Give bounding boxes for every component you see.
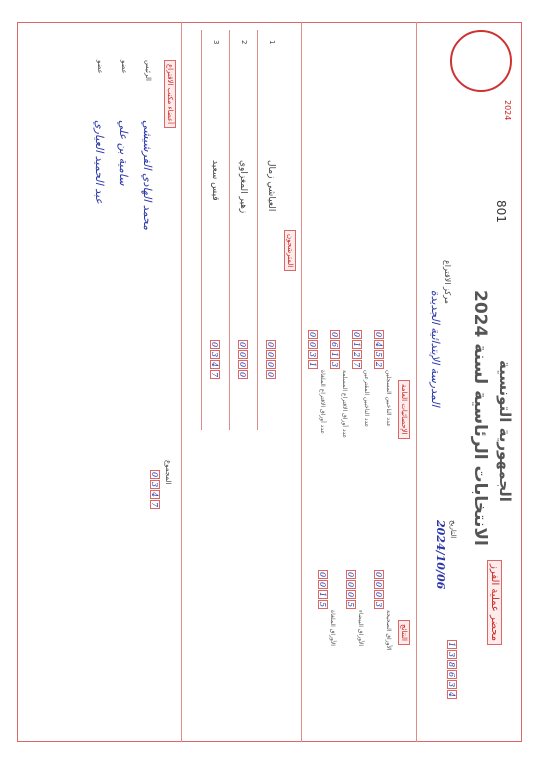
row-digit: 0	[352, 331, 361, 338]
row-digit: 0	[374, 591, 383, 598]
candidate-name: قيس سعيد	[210, 160, 220, 201]
candidate-name: زهير المغزاوي	[238, 160, 248, 214]
row-digit: 2	[374, 361, 383, 368]
row-digit: 7	[352, 361, 361, 368]
code-digit: 6	[447, 671, 456, 678]
row-digits	[330, 330, 340, 369]
row-digit: 0	[346, 581, 355, 588]
row-label: الأوراق البيضاء	[357, 610, 364, 647]
divider	[416, 22, 417, 742]
row-label: عدد الناخبين المقترعين	[363, 370, 370, 428]
row-digits	[346, 570, 356, 609]
row-digit: 3	[308, 351, 317, 358]
candidate-votes	[210, 340, 220, 379]
member-role: عضو	[120, 60, 128, 74]
row-digit: 1	[308, 361, 317, 368]
row-digit: 0	[374, 581, 383, 588]
members-heading: أعضاء مكتب الاقتراع	[164, 60, 176, 128]
divider	[229, 30, 230, 430]
row-digit: 0	[308, 331, 317, 338]
vote-digit: 7	[210, 371, 219, 378]
total-digit: 3	[150, 481, 159, 488]
top-code-boxes	[447, 640, 457, 699]
row-label: عدد الناخبين المسجلين	[385, 370, 392, 427]
vote-digit: 0	[210, 341, 219, 348]
vote-digit: 4	[210, 361, 219, 368]
code-digit: 3	[447, 651, 456, 658]
candidate-votes	[266, 340, 276, 379]
total-boxes	[150, 470, 160, 509]
vote-digit: 0	[238, 351, 247, 358]
section1-heading: الإحصائيات العامة	[398, 380, 410, 439]
code-digit: 3	[447, 681, 456, 688]
divider	[181, 22, 182, 742]
form-title: محضر عملية الفرز	[487, 560, 502, 645]
form-number: 801	[494, 200, 508, 223]
member-role: عضو	[96, 60, 104, 74]
total-digit: 4	[150, 491, 159, 498]
code-digit: 1	[447, 641, 456, 648]
total-digit: 0	[150, 471, 159, 478]
member-name: عبد الحميد العياري	[93, 120, 106, 204]
row-digit: 5	[318, 601, 327, 608]
divider	[301, 22, 302, 742]
date-value: 2024/10/06	[434, 520, 447, 590]
candidate-number: 1	[268, 40, 276, 45]
date-label: التاريخ	[449, 520, 457, 539]
row-digit: 0	[308, 341, 317, 348]
election-title: الانتخابات الرئاسية لسنة 2024	[470, 290, 490, 546]
vote-digit: 0	[238, 371, 247, 378]
divider	[201, 30, 202, 430]
row-digit: 0	[318, 581, 327, 588]
section2-heading: النتائج	[398, 620, 410, 645]
row-digit: 2	[352, 351, 361, 358]
row-digit: 3	[374, 601, 383, 608]
row-digit: 6	[330, 341, 339, 348]
row-digits	[318, 570, 328, 609]
member-name: محمد الهادي الفرشيشي	[141, 120, 154, 231]
row-digit: 0	[318, 571, 327, 578]
candidate-number: 3	[212, 40, 220, 45]
code-digit: 4	[447, 691, 456, 698]
vote-digit: 0	[238, 341, 247, 348]
row-digit: 5	[374, 351, 383, 358]
row-label: عدد أوراق الاقتراع المسلمة	[341, 370, 348, 439]
row-digit: 4	[374, 341, 383, 348]
total-digit: 7	[150, 501, 159, 508]
row-label: عدد أوراق الاقتراع الملغاة	[319, 370, 326, 435]
logo-year: 2024	[503, 100, 512, 121]
vote-digit: 0	[266, 341, 275, 348]
center-label: مركز الاقتراع	[443, 260, 452, 304]
row-digit: 0	[346, 571, 355, 578]
row-digits	[374, 330, 384, 369]
candidates-heading: المترشحون	[284, 230, 296, 271]
candidate-name: العياشي زمال	[266, 160, 276, 212]
row-digit: 1	[352, 341, 361, 348]
member-role: الرئيس	[144, 60, 152, 81]
vote-digit: 0	[266, 351, 275, 358]
row-digit: 3	[330, 361, 339, 368]
divider	[257, 30, 258, 430]
row-digit: 0	[330, 331, 339, 338]
total-label: المجموع	[164, 460, 172, 485]
row-digits	[308, 330, 318, 369]
center-name: المدرسة الإبتدائية الجديدة	[429, 290, 442, 407]
row-digit: 0	[374, 331, 383, 338]
row-digits	[374, 570, 384, 609]
code-digit: 8	[447, 661, 456, 668]
vote-digit: 0	[266, 371, 275, 378]
candidate-number: 2	[240, 40, 248, 45]
row-digit: 1	[318, 591, 327, 598]
row-label: الأوراق الملغاة	[329, 610, 336, 646]
candidate-votes	[238, 340, 248, 379]
row-digits	[352, 330, 362, 369]
vote-digit: 0	[238, 361, 247, 368]
row-digit: 1	[330, 351, 339, 358]
row-digit: 5	[346, 601, 355, 608]
vote-digit: 3	[210, 351, 219, 358]
republic-title: الجمهورية التونسية	[496, 360, 514, 502]
row-digit: 0	[374, 571, 383, 578]
official-stamp	[450, 30, 512, 92]
row-digit: 0	[346, 591, 355, 598]
row-label: الأوراق الصحيحة	[385, 610, 392, 651]
member-name: سامية بن علي	[117, 120, 130, 186]
vote-digit: 0	[266, 361, 275, 368]
